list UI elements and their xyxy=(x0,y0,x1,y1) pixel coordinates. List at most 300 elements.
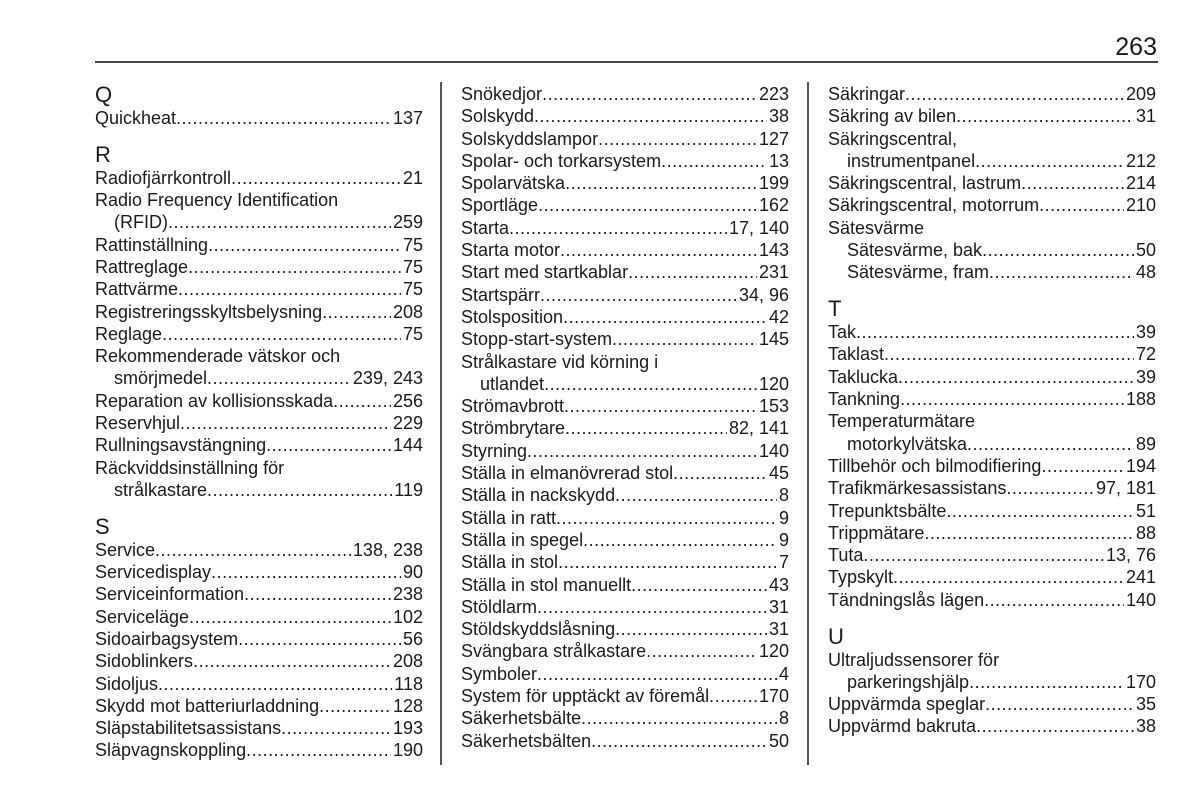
entry-label: Strömavbrott xyxy=(461,396,565,417)
section-letter-heading: S xyxy=(95,513,110,539)
dot-leader xyxy=(631,574,767,596)
index-entry xyxy=(95,650,423,672)
page-reference: 241 xyxy=(1125,567,1156,588)
index-entry xyxy=(461,640,789,662)
header-rule xyxy=(95,61,1158,63)
index-column-2 xyxy=(461,83,789,752)
entry-label: Spolarvätska xyxy=(461,173,566,194)
entry-label: Symboler xyxy=(461,663,538,684)
page-reference: 89 xyxy=(1135,433,1156,454)
dot-leader xyxy=(898,366,1134,388)
index-entry xyxy=(95,234,423,256)
index-entry xyxy=(95,323,423,345)
dot-leader xyxy=(542,83,757,105)
page-reference: 137 xyxy=(392,108,423,128)
page-reference: 223 xyxy=(758,84,789,104)
dot-leader xyxy=(984,589,1124,611)
dot-leader xyxy=(975,150,1124,172)
entry-label: Snökedjor xyxy=(461,84,543,104)
column-divider xyxy=(807,82,809,765)
dot-leader xyxy=(158,673,392,695)
dot-leader xyxy=(924,522,1134,544)
index-entry xyxy=(461,730,789,752)
index-entry xyxy=(461,596,789,618)
page-reference: 199 xyxy=(758,173,789,194)
page-reference: 140 xyxy=(1125,589,1156,610)
index-entry xyxy=(828,649,1156,671)
entry-label: Släpvagnskoppling xyxy=(95,740,247,761)
dot-leader xyxy=(969,671,1124,693)
page-reference: 51 xyxy=(1135,500,1156,521)
page-reference: 56 xyxy=(402,628,423,649)
index-entry xyxy=(828,410,1156,432)
dot-leader xyxy=(661,150,767,172)
index-entry xyxy=(95,434,423,456)
index-entry xyxy=(95,695,423,717)
page-reference: 231 xyxy=(758,262,789,283)
page-reference: 9 xyxy=(778,507,789,528)
index-entry xyxy=(461,351,789,373)
entry-label: Strömbrytare xyxy=(461,418,566,439)
index-entry xyxy=(828,105,1156,127)
dot-leader xyxy=(615,618,767,640)
page-reference: 38 xyxy=(1135,716,1156,737)
index-entry xyxy=(828,715,1156,737)
page-reference: 188 xyxy=(1125,389,1156,410)
page-reference: 45 xyxy=(768,463,789,484)
index-entry xyxy=(95,107,423,129)
entry-label: Servicedisplay xyxy=(95,562,212,583)
index-entry xyxy=(828,217,1156,239)
index-entry xyxy=(461,574,789,596)
dot-leader xyxy=(591,730,767,752)
entry-label: Quickheat xyxy=(95,108,177,128)
entry-label: Temperaturmätare xyxy=(828,411,976,432)
page-reference: 208 xyxy=(392,301,423,322)
dot-leader xyxy=(244,583,391,605)
page-reference: 210 xyxy=(1125,195,1156,216)
dot-leader xyxy=(967,433,1134,455)
dot-leader xyxy=(333,390,391,412)
entry-label: Serviceläge xyxy=(95,606,190,627)
index-entry xyxy=(461,551,789,573)
dot-leader xyxy=(956,105,1134,127)
entry-label: Rullningsavstängning xyxy=(95,435,267,456)
index-column-1 xyxy=(95,83,423,762)
index-subentry xyxy=(95,479,423,501)
entry-label: Tuta xyxy=(828,545,864,566)
index-entry xyxy=(828,455,1156,477)
page-reference: 38 xyxy=(768,106,789,127)
index-entry xyxy=(461,172,789,194)
index-entry xyxy=(95,628,423,650)
page-reference: 145 xyxy=(758,329,789,350)
entry-label: Ställa in ratt xyxy=(461,507,557,528)
entry-label: Ställa in nackskydd xyxy=(461,485,616,506)
index-entry xyxy=(461,150,789,172)
index-entry xyxy=(461,707,789,729)
index-subentry xyxy=(828,261,1156,283)
index-entry xyxy=(461,217,789,239)
entry-label: instrumentpanel xyxy=(847,150,976,171)
page-reference: 82, 141 xyxy=(728,418,789,439)
dot-leader xyxy=(628,261,757,283)
index-entry xyxy=(461,261,789,283)
entry-label: Typskylt xyxy=(828,567,894,588)
page-reference: 190 xyxy=(392,740,423,761)
dot-leader xyxy=(709,685,757,707)
entry-label: Sidoairbagsystem xyxy=(95,628,239,649)
index-entry xyxy=(828,522,1156,544)
dot-leader xyxy=(211,561,401,583)
index-entry xyxy=(461,306,789,328)
dot-leader xyxy=(856,321,1134,343)
entry-label: Stolsposition xyxy=(461,306,564,327)
index-entry xyxy=(461,440,789,462)
page-reference: 194 xyxy=(1125,455,1156,476)
entry-label: Rattreglage xyxy=(95,256,189,277)
page-reference: 170 xyxy=(758,686,789,707)
dot-leader xyxy=(527,440,757,462)
entry-label: Tändningslås lägen xyxy=(828,589,985,610)
dot-leader xyxy=(558,551,777,573)
dot-leader xyxy=(884,343,1134,365)
index-entry xyxy=(95,739,423,761)
dot-leader xyxy=(544,373,757,395)
dot-leader xyxy=(673,462,767,484)
index-entry xyxy=(95,278,423,300)
dot-leader xyxy=(900,388,1124,410)
dot-leader xyxy=(905,83,1124,105)
page-reference: 119 xyxy=(394,479,423,500)
dot-leader xyxy=(985,693,1134,715)
entry-label: Ultraljudssensorer för xyxy=(828,649,1000,670)
page-reference: 42 xyxy=(768,306,789,327)
dot-leader xyxy=(564,395,757,417)
index-entry xyxy=(461,239,789,261)
page-reference: 88 xyxy=(1135,522,1156,543)
index-entry xyxy=(828,566,1156,588)
index-entry xyxy=(461,328,789,350)
entry-label: strålkastare xyxy=(114,479,208,500)
page-reference: 13 xyxy=(768,150,789,171)
page-reference: 256 xyxy=(392,390,423,411)
entry-label: Ställa in stol manuellt xyxy=(461,574,632,595)
entry-label: Styrning xyxy=(461,440,528,461)
page-reference: 120 xyxy=(758,641,789,662)
index-entry xyxy=(95,167,423,189)
entry-label: Sätesvärme, fram xyxy=(847,262,990,283)
entry-label: (RFID) xyxy=(114,212,168,233)
section-letter-heading: U xyxy=(828,623,844,649)
index-entry xyxy=(461,462,789,484)
index-entry xyxy=(95,457,423,479)
index-entry xyxy=(95,673,423,695)
index-subentry xyxy=(828,671,1156,693)
entry-label: Säkringscentral, xyxy=(828,128,958,149)
dot-leader xyxy=(180,412,391,434)
section-letter-heading: R xyxy=(95,141,111,167)
index-entry xyxy=(461,618,789,640)
dot-leader xyxy=(189,606,391,628)
dot-leader xyxy=(1039,194,1124,216)
page-reference: 9 xyxy=(778,529,789,550)
index-entry xyxy=(461,194,789,216)
entry-label: smörjmedel xyxy=(114,368,208,389)
entry-label: Svängbara strålkastare xyxy=(461,641,647,662)
entry-label: Reservhjul xyxy=(95,413,181,434)
entry-label: Solskyddslampor xyxy=(461,128,599,149)
entry-label: Stopp-start-system xyxy=(461,329,613,350)
entry-label: Säkerhetsbälten xyxy=(461,730,592,751)
dot-leader xyxy=(560,239,757,261)
index-entry xyxy=(95,606,423,628)
index-entry xyxy=(828,693,1156,715)
page-reference: 143 xyxy=(758,240,789,261)
page-reference: 118 xyxy=(394,673,423,694)
index-subentry xyxy=(95,211,423,233)
page-reference: 39 xyxy=(1135,322,1156,343)
page-reference: 39 xyxy=(1135,366,1156,387)
dot-leader xyxy=(537,663,777,685)
index-entry xyxy=(95,561,423,583)
entry-label: Startspärr xyxy=(461,284,541,305)
column-divider xyxy=(440,82,442,765)
index-entry xyxy=(828,83,1156,105)
page-reference: 31 xyxy=(768,619,789,640)
index-entry xyxy=(95,256,423,278)
index-entry xyxy=(461,685,789,707)
page-number: 263 xyxy=(1115,33,1157,61)
entry-label: Radiofjärrkontroll xyxy=(95,167,232,188)
page-reference: 140 xyxy=(758,440,789,461)
page-reference: 75 xyxy=(402,234,423,255)
page-reference: 34, 96 xyxy=(738,284,789,305)
entry-label: parkeringshjälp xyxy=(847,671,970,692)
page-reference: 170 xyxy=(1125,671,1156,692)
entry-label: Sidoljus xyxy=(95,673,159,694)
index-entry xyxy=(828,172,1156,194)
entry-label: Starta xyxy=(461,217,510,238)
entry-label: Tillbehör och bilmodifiering xyxy=(828,455,1042,476)
section-letter-heading: T xyxy=(828,296,842,322)
entry-label: Radio Frequency Identification xyxy=(95,190,339,211)
entry-label: Strålkastare vid körning i xyxy=(461,351,659,372)
entry-label: Tak xyxy=(828,322,857,343)
index-entry xyxy=(461,83,789,105)
page-reference: 193 xyxy=(392,718,423,739)
section-letter-heading: Q xyxy=(95,82,113,107)
index-entry xyxy=(828,544,1156,566)
page-reference: 72 xyxy=(1135,344,1156,365)
page-reference: 17, 140 xyxy=(728,217,789,238)
page-reference: 4 xyxy=(778,663,789,684)
entry-label: Rekommenderade vätskor och xyxy=(95,346,341,367)
entry-label: Säkringar xyxy=(828,84,906,104)
page-reference: 259 xyxy=(392,212,423,233)
dot-leader xyxy=(162,323,401,345)
index-subentry xyxy=(828,150,1156,172)
dot-leader xyxy=(207,479,392,501)
entry-label: Räckviddsinställning för xyxy=(95,457,285,478)
page-reference: 209 xyxy=(1125,84,1156,104)
entry-label: Sidoblinkers xyxy=(95,651,194,672)
dot-leader xyxy=(188,256,401,278)
index-entry xyxy=(461,507,789,529)
entry-label: Trippmätare xyxy=(828,522,925,543)
entry-label: Starta motor xyxy=(461,240,561,261)
entry-label: Uppvärmd bakruta xyxy=(828,716,977,737)
entry-label: Start med startkablar xyxy=(461,262,629,283)
dot-leader xyxy=(1006,477,1094,499)
index-entry xyxy=(461,529,789,551)
index-entry xyxy=(461,105,789,127)
index-entry xyxy=(828,321,1156,343)
entry-label: Taklast xyxy=(828,344,885,365)
dot-leader xyxy=(176,107,391,129)
index-entry xyxy=(95,390,423,412)
page-reference: 43 xyxy=(768,574,789,595)
index-entry xyxy=(828,194,1156,216)
dot-leader xyxy=(556,507,777,529)
dot-leader xyxy=(155,539,351,561)
page-reference: 50 xyxy=(768,730,789,751)
page-reference: 35 xyxy=(1135,694,1156,715)
dot-leader xyxy=(322,301,391,323)
index-entry xyxy=(828,500,1156,522)
page-reference: 138, 238 xyxy=(352,539,423,560)
dot-leader xyxy=(893,566,1124,588)
dot-leader xyxy=(989,261,1134,283)
entry-label: Rattvärme xyxy=(95,279,179,300)
dot-leader xyxy=(583,529,777,551)
dot-leader xyxy=(534,105,767,127)
index-entry xyxy=(828,388,1156,410)
dot-leader xyxy=(238,628,401,650)
entry-label: Säkringscentral, lastrum xyxy=(828,173,1022,194)
entry-label: Släpstabilitetsassistans xyxy=(95,718,282,739)
entry-label: Uppvärmda speglar xyxy=(828,694,986,715)
index-entry xyxy=(461,128,789,150)
dot-leader xyxy=(178,278,401,300)
page-reference: 144 xyxy=(392,435,423,456)
entry-label: Skydd mot batteriurladdning xyxy=(95,695,320,716)
index-subentry xyxy=(461,373,789,395)
entry-label: Spolar- och torkarsystem xyxy=(461,150,662,171)
index-entry xyxy=(828,366,1156,388)
dot-leader xyxy=(598,128,757,150)
dot-leader xyxy=(207,367,351,389)
page-reference: 120 xyxy=(758,373,789,394)
index-entry xyxy=(461,395,789,417)
dot-leader xyxy=(565,417,727,439)
dot-leader xyxy=(231,167,401,189)
index-entry xyxy=(828,589,1156,611)
dot-leader xyxy=(540,284,737,306)
index-subentry xyxy=(828,433,1156,455)
index-entry xyxy=(95,301,423,323)
entry-label: System för upptäckt av föremål xyxy=(461,686,710,707)
entry-label: Rattinställning xyxy=(95,234,209,255)
entry-label: Trafikmärkesassistans xyxy=(828,478,1007,499)
page-reference: 90 xyxy=(402,562,423,583)
index-entry xyxy=(461,417,789,439)
dot-leader xyxy=(863,544,1104,566)
page-reference: 238 xyxy=(392,584,423,605)
index-subentry xyxy=(95,367,423,389)
entry-label: Tankning xyxy=(828,389,901,410)
page-reference: 162 xyxy=(758,195,789,216)
index-entry xyxy=(828,343,1156,365)
dot-leader xyxy=(615,484,777,506)
page-reference: 229 xyxy=(392,413,423,434)
page-reference: 48 xyxy=(1135,262,1156,283)
page-reference: 7 xyxy=(778,552,789,573)
dot-leader xyxy=(565,172,757,194)
dot-leader xyxy=(168,211,391,233)
entry-label: motorkylvätska xyxy=(847,433,968,454)
page-reference: 214 xyxy=(1125,173,1156,194)
entry-label: Säkring av bilen xyxy=(828,106,957,127)
page-reference: 50 xyxy=(1135,240,1156,261)
index-entry xyxy=(95,539,423,561)
page-reference: 31 xyxy=(768,596,789,617)
index-entry xyxy=(828,477,1156,499)
page-reference: 102 xyxy=(392,606,423,627)
dot-leader xyxy=(982,239,1134,261)
index-entry xyxy=(461,663,789,685)
entry-label: Säkerhetsbälte xyxy=(461,708,582,729)
page-reference: 21 xyxy=(402,167,423,188)
entry-label: Stöldlarm xyxy=(461,596,538,617)
dot-leader xyxy=(193,650,391,672)
dot-leader xyxy=(646,640,757,662)
dot-leader xyxy=(563,306,767,328)
entry-label: Ställa in spegel xyxy=(461,529,584,550)
index-entry xyxy=(95,717,423,739)
dot-leader xyxy=(319,695,391,717)
entry-label: Reparation av kollisionsskada xyxy=(95,390,334,411)
dot-leader xyxy=(946,500,1134,522)
entry-label: Ställa in elmanövrerad stol xyxy=(461,463,674,484)
page-reference: 8 xyxy=(778,708,789,729)
entry-label: Sätesvärme xyxy=(828,217,925,238)
index-entry xyxy=(461,284,789,306)
dot-leader xyxy=(537,596,767,618)
dot-leader xyxy=(208,234,401,256)
page-reference: 75 xyxy=(402,256,423,277)
page-reference: 75 xyxy=(402,323,423,344)
dot-leader xyxy=(976,715,1134,737)
page-reference: 153 xyxy=(758,396,789,417)
dot-leader xyxy=(246,739,391,761)
entry-label: Service xyxy=(95,539,156,560)
dot-leader xyxy=(1041,455,1124,477)
index-column-3 xyxy=(828,83,1156,738)
entry-label: Reglage xyxy=(95,323,163,344)
index-entry xyxy=(95,412,423,434)
index-entry xyxy=(95,189,423,211)
entry-label: Trepunktsbälte xyxy=(828,500,947,521)
page-reference: 97, 181 xyxy=(1095,478,1156,499)
entry-label: Säkringscentral, motorrum xyxy=(828,195,1040,216)
page-reference: 13, 76 xyxy=(1105,545,1156,566)
entry-label: Sportläge xyxy=(461,195,539,216)
dot-leader xyxy=(612,328,757,350)
page-reference: 75 xyxy=(402,279,423,300)
page-reference: 212 xyxy=(1125,150,1156,171)
page-reference: 128 xyxy=(392,695,423,716)
